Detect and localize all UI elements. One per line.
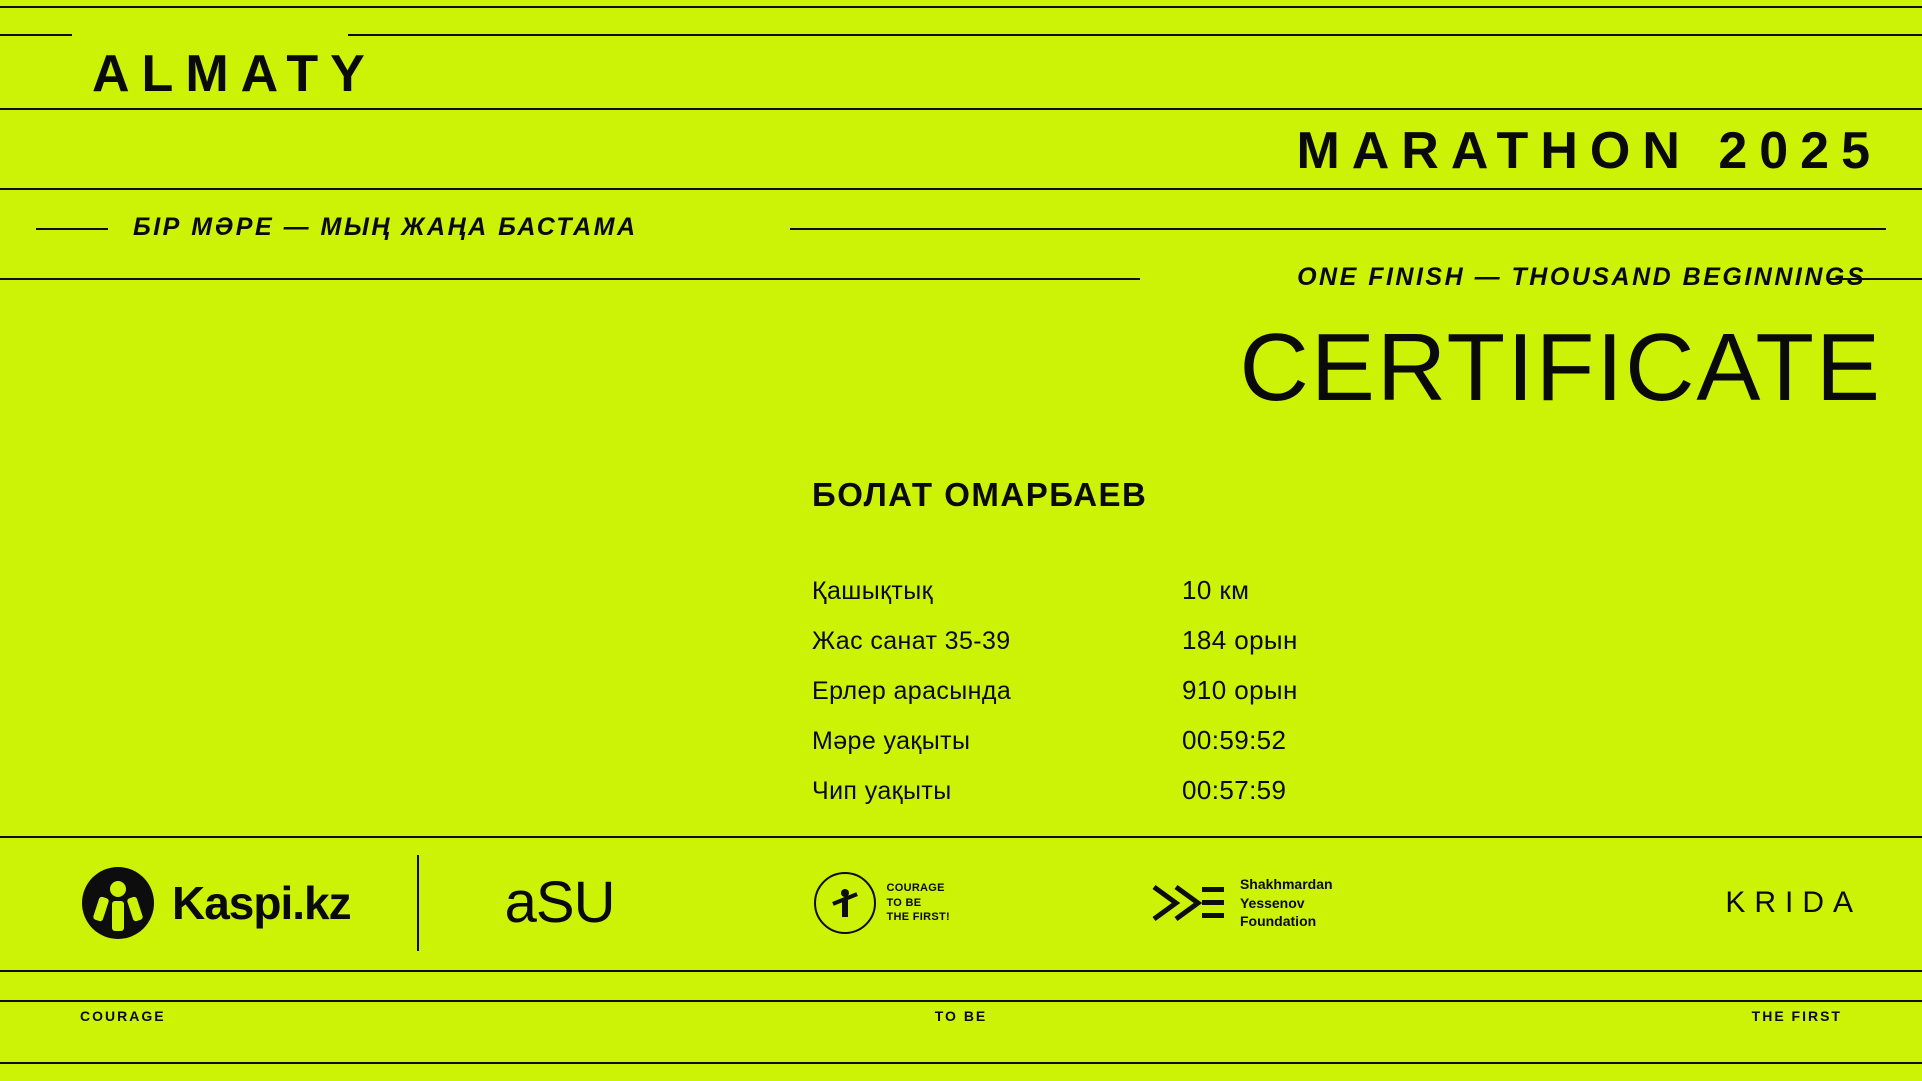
sponsor-courage-fund: [814, 872, 950, 934]
sponsor-divider: [417, 855, 419, 951]
sponsor-yessenov-foundation: [1150, 875, 1333, 932]
rule-top-3: [348, 34, 1922, 36]
footer-middle: TO BE: [934, 1008, 988, 1024]
rule-footer-bottom: [0, 1062, 1922, 1064]
table-row: [812, 625, 1602, 675]
slogan-kazakh: БІР МӘРЕ — МЫҢ ЖАҢА БАСТАМА: [133, 213, 638, 241]
courage-fund-label: [886, 881, 950, 926]
slogan-english: ONE FINISH — THOUSAND BEGINNINGS: [1297, 263, 1866, 291]
results-table: [812, 575, 1602, 825]
result-label: Жас санат 35-39: [812, 627, 1011, 655]
courage-line-1: COURAGE: [886, 881, 945, 894]
sponsor-bar: [0, 838, 1922, 968]
result-label: Ерлер арасында: [812, 677, 1012, 705]
courage-seal-icon: [814, 872, 876, 934]
result-value: 00:57:59: [1182, 775, 1287, 805]
sponsor-kaspi: [82, 867, 351, 939]
result-value: 00:59:52: [1182, 725, 1287, 755]
table-row: [812, 725, 1602, 775]
result-label: Чип уақыты: [812, 777, 952, 805]
sponsor-krida: KRIDA: [1725, 886, 1862, 919]
table-row: [812, 575, 1602, 625]
yessenov-logo-icon: [1150, 881, 1228, 925]
yessenov-line-2: Yessenov: [1239, 894, 1305, 911]
rule-slogan-left: [36, 228, 108, 230]
result-value: 184 орын: [1182, 625, 1298, 655]
athlete-name: БОЛАТ ОМАРБАЕВ: [812, 476, 1148, 513]
courage-line-2: TO BE: [886, 896, 922, 909]
rule-top-5: [0, 188, 1922, 190]
rule-top-1: [0, 6, 1922, 8]
result-label: Қашықтық: [812, 577, 933, 605]
footer-left: COURAGE: [80, 1008, 166, 1024]
yessenov-label: [1240, 875, 1333, 932]
sponsor-asu: aSU: [504, 870, 615, 935]
result-value: 10 км: [1182, 575, 1250, 605]
page-title: CERTIFICATE: [1239, 314, 1882, 421]
yessenov-line-3: Foundation: [1239, 913, 1317, 930]
rule-top-4: [0, 108, 1922, 110]
table-row: [812, 775, 1602, 825]
rule-sponsors-bottom: [0, 970, 1922, 972]
footer-right: THE FIRST: [1751, 1008, 1842, 1024]
rule-slogan-en-left: [0, 278, 1140, 280]
rule-footer-top: [0, 1000, 1922, 1002]
rule-slogan-right: [790, 228, 1886, 230]
result-label: Мәре уақыты: [812, 727, 971, 755]
yessenov-line-1: Shakhmardan: [1239, 875, 1333, 892]
courage-line-3: THE FIRST!: [886, 911, 950, 924]
table-row: [812, 675, 1602, 725]
rule-top-2: [0, 34, 72, 36]
result-value: 910 орын: [1182, 675, 1298, 705]
event-title: MARATHON 2025: [1296, 122, 1882, 180]
city-title: ALMATY: [92, 45, 377, 103]
kaspi-logo-icon: [82, 867, 154, 939]
kaspi-label: Kaspi.kz: [172, 877, 351, 929]
